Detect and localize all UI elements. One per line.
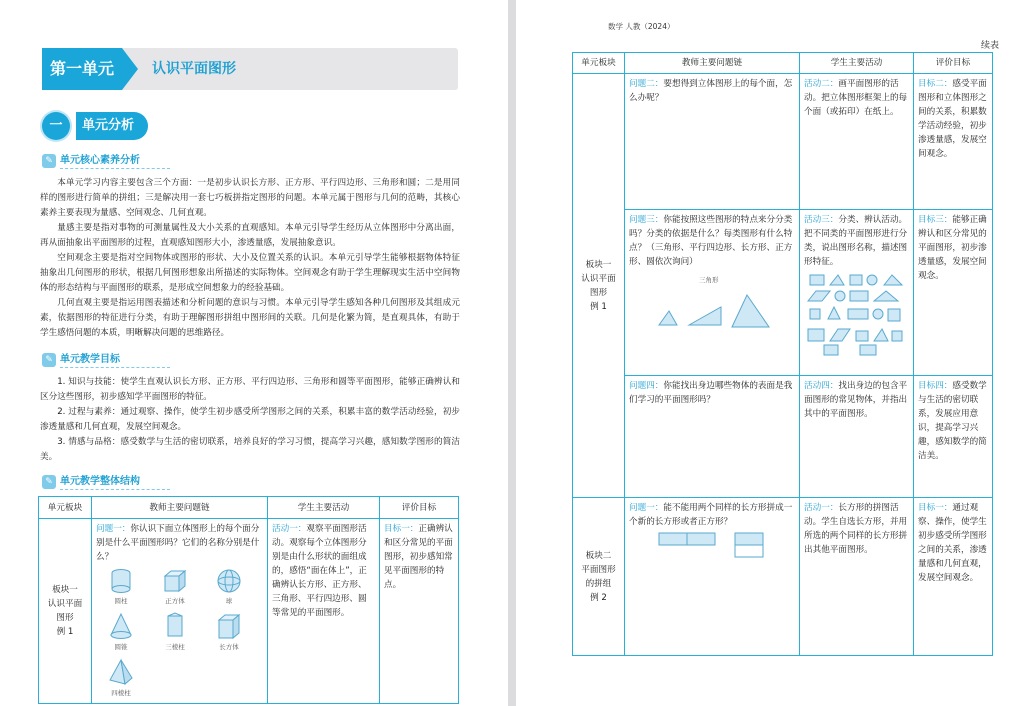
activity-text: 找出身边的包含平面图形的常见物体，并指出其中的平面图形。	[804, 381, 908, 419]
question-label: 问题四：	[629, 381, 664, 391]
figure-label: 三棱柱	[165, 643, 185, 651]
divider	[60, 168, 170, 169]
question-text: 你能按照这些图形的特点来分分类吗？分类的依据是什么？每类图形有什么特点？（三角形、平行四边形、长方形、正方形、圆依次询问）	[629, 215, 793, 267]
question-text: 能不能用两个同样的长方形拼成一个新的长方形或者正方形？	[629, 503, 793, 527]
cuboid-icon	[216, 612, 242, 640]
activity-text: 分类、辨认活动。把不同类的平面图形进行分类，说出图形名称，描述图形特征。	[804, 215, 908, 267]
figure	[96, 612, 146, 654]
figure-label: 圆锥	[114, 643, 128, 651]
structure-table-continued	[572, 52, 993, 656]
question-cell	[625, 210, 800, 376]
pyramid-icon	[107, 658, 135, 686]
unit-name: 认识平面图形	[152, 61, 236, 77]
left-page	[0, 0, 508, 706]
goal-text: 正确辨认和区分常见的平面图形，初步感知常见平面图形的特点。	[384, 524, 453, 590]
subheading-text: 单元教学整体结构	[60, 476, 140, 487]
question-text: 要想得到立体图形上的每个面，怎么办呢？	[629, 79, 793, 103]
solid-figures	[96, 568, 263, 700]
pencil-icon: ✎	[42, 154, 56, 168]
section-title: 单元分析	[76, 112, 148, 140]
continued-label: 续表	[980, 41, 999, 51]
figure-label: 圆柱	[114, 597, 128, 605]
goal-label: 目标三：	[918, 215, 953, 225]
figure	[204, 612, 254, 654]
paragraph: 几何直观主要是指运用图表描述和分析问题的意识与习惯。本单元引导学生感知各种几何图形及其组成元素，依据图形的特征进行分类，有助于理解图形拼组中图形间的关联。几何是化繁为简，是直观具体，有助于学生感悟问题的本质，明晰解决问题的思维路径。	[40, 298, 460, 338]
rectangles-figure	[629, 531, 779, 565]
goal-text: 能够正确辨认和区分常见的平面图形，初步渗透量感，发展空间观念。	[918, 215, 987, 281]
activity-cell	[800, 376, 914, 498]
goal-label: 目标一：	[918, 503, 953, 513]
activity-cell	[800, 74, 914, 210]
question-label: 问题三：	[629, 215, 664, 225]
figure-label: 球	[225, 597, 233, 605]
activity-label: 活动一：	[272, 524, 307, 534]
cone-icon	[108, 612, 134, 640]
col-header: 教师主要问题链	[625, 53, 800, 74]
col-header: 单元板块	[39, 497, 92, 519]
goal-label: 目标四：	[918, 381, 953, 391]
goal-label: 目标二：	[918, 79, 953, 89]
unit-tag: 第一单元	[42, 48, 122, 90]
question-cell	[625, 74, 800, 210]
paragraph: 1. 知识与技能：使学生直观认识长方形、正方形、平行四边形、三角形和圆等平面图形，能够正确辨认和区分这些图形，初步感知学平面图形的特征。	[40, 377, 460, 402]
goal-text: 感受平面图形和立体图形之间的关系，积累数学活动经验，初步渗透量感，发展空间观念。	[918, 79, 987, 159]
page-gutter	[508, 0, 516, 706]
triangles-figure	[629, 287, 779, 331]
unit-banner	[42, 48, 458, 90]
goal-cell	[914, 74, 993, 210]
goal-cell	[914, 498, 993, 656]
divider	[60, 489, 170, 490]
figure	[150, 612, 200, 654]
paragraph: 本单元学习内容主要包含三个方面：一是初步认识长方形、正方形、平行四边形、三角形和圆；二是用同样的图形进行简单的拼组；三是解决用一套七巧板拼指定图形的问题。本单元属于图形与几何的范畴，其核心素养主要表现为量感、空间观念、几何直观。	[40, 178, 460, 218]
activity-label: 活动二：	[804, 79, 839, 89]
question-cell	[92, 519, 268, 704]
core-literacy-text	[40, 176, 460, 341]
unit-tag-arrow	[122, 48, 138, 90]
col-header: 评价目标	[380, 497, 459, 519]
figure-label: 长方体	[219, 643, 239, 651]
activity-label: 活动一：	[804, 503, 839, 513]
goal-text: 通过观察、操作，使学生初步感受所学图形之间的关系，渗透量感和几何直观，发展空间观念。	[918, 503, 987, 583]
section-number: 一	[42, 112, 70, 140]
cylinder-icon	[109, 568, 133, 594]
block-cell: 板块一 认识平面 图形 例 1	[39, 519, 92, 704]
paragraph: 2. 过程与素养：通过观察、操作，使学生初步感受所学图形之间的关系，积累丰富的数学活动经验，初步渗透量感和几何直观，发展空间观念。	[40, 407, 460, 432]
figure	[150, 568, 200, 608]
figure	[96, 568, 146, 608]
triangle-label: 三角形	[699, 276, 719, 284]
paragraph: 空间观念主要是指对空间物体或图形的形状、大小及位置关系的认识。本单元引导学生能够根据物体特征抽象出几何图形的形状，根据几何图形想象出所描述的实际物体。空间观念有助于学生理解现实生活中空间物体的形态结构与平面图形的联系，是形成空间想象力的经验基础。	[40, 253, 460, 293]
prism-icon	[162, 612, 188, 640]
structure-table	[38, 496, 459, 704]
activity-cell	[268, 519, 380, 704]
figure	[96, 658, 146, 700]
block-cell: 板块一 认识平面 图形 例 1	[573, 74, 625, 498]
goal-label: 目标一：	[384, 524, 419, 534]
pencil-icon: ✎	[42, 475, 56, 489]
goal-text: 感受数学与生活的密切联系，发展应用意识，提高学习兴趣，感知数学的简洁美。	[918, 381, 987, 461]
activity-text: 长方形的拼图活动。学生自选长方形，并用所选的两个同样的长方形拼出其他平面图形。	[804, 503, 908, 555]
col-header: 学生主要活动	[800, 53, 914, 74]
question-text: 你认识下面立体图形上的每个面分别是什么平面图形吗？它们的名称分别是什么？	[96, 524, 260, 562]
subheading-text: 单元核心素养分析	[60, 155, 140, 166]
col-header: 评价目标	[914, 53, 993, 74]
right-page	[516, 0, 1025, 706]
sphere-icon	[216, 568, 242, 594]
block-cell: 板块二 平面图形 的拼组 例 2	[573, 498, 625, 656]
activity-cell	[800, 210, 914, 376]
paragraph: 量感主要是指对事物的可测量属性及大小关系的直观感知。本单元引导学生经历从立体图形中分离出面，再从面抽象出平面图形的过程，直观感知图形大小，渗透量感，发展抽象意识。	[40, 223, 460, 248]
activity-label: 活动三：	[804, 215, 839, 225]
divider	[60, 367, 170, 368]
question-label: 问题一：	[96, 524, 131, 534]
question-cell	[625, 498, 800, 656]
activity-label: 活动四：	[804, 381, 839, 391]
pencil-icon: ✎	[42, 353, 56, 367]
col-header: 学生主要活动	[268, 497, 380, 519]
question-label: 问题二：	[629, 79, 664, 89]
goal-cell	[914, 210, 993, 376]
teaching-goals-text	[40, 375, 460, 465]
question-label: 问题一：	[629, 503, 664, 513]
paragraph: 3. 情感与品格：感受数学与生活的密切联系，培养良好的学习习惯，提高学习兴趣，感知数学图形的简洁美。	[40, 437, 460, 462]
col-header: 教师主要问题链	[92, 497, 268, 519]
col-header: 单元板块	[573, 53, 625, 74]
figure-label: 正方体	[165, 597, 185, 605]
cube-icon	[162, 568, 188, 594]
figure-label: 四棱柱	[111, 689, 131, 697]
figure	[204, 568, 254, 608]
activity-text: 观察平面图形活动。观察每个立体图形分别是由什么形状的面组成的，感悟“面在体上”，正确辨认长方形、正方形、三角形、平行四边形、圆等常见的平面图形。	[272, 524, 367, 618]
running-header: 数学 人教（2024）	[608, 22, 675, 31]
goal-cell	[914, 376, 993, 498]
question-text: 你能找出身边哪些物体的表面是我们学习的平面图形吗？	[629, 381, 793, 405]
activity-cell	[800, 498, 914, 656]
shapes-figure	[804, 273, 908, 357]
activity-text: 画平面图形的活动。把立体图形框架上的每个面（或拓印）在纸上。	[804, 79, 908, 117]
question-cell	[625, 376, 800, 498]
subheading-text: 单元教学目标	[60, 354, 120, 365]
goal-cell	[380, 519, 459, 704]
